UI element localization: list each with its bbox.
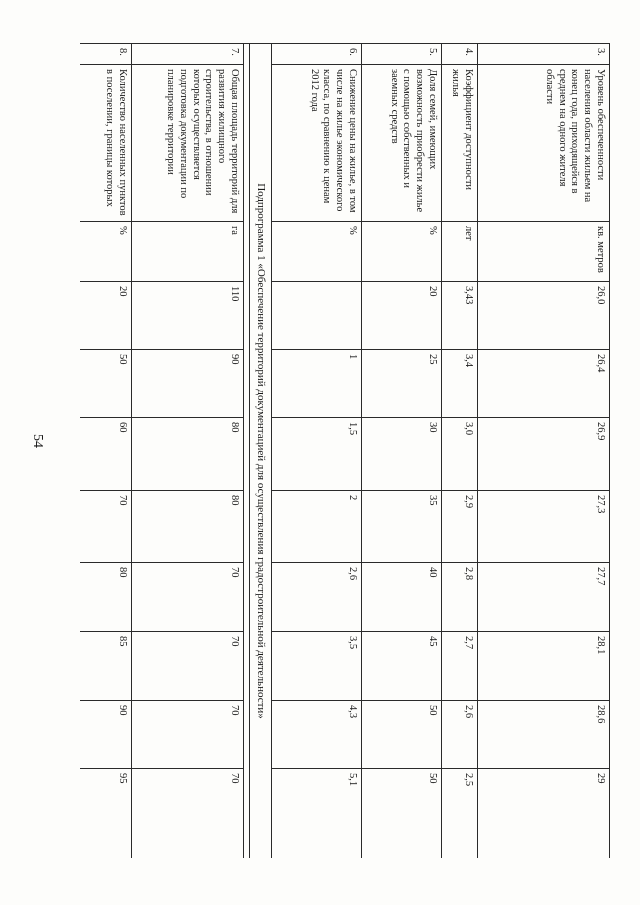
value-cell: 70 xyxy=(132,701,244,769)
value-cell xyxy=(272,282,362,350)
value-cell: 50 xyxy=(362,701,442,769)
value-cell: 26,9 xyxy=(478,418,610,491)
spacer-row xyxy=(244,44,250,859)
value-cell: 95 xyxy=(80,769,132,859)
value-cell: 2,7 xyxy=(442,632,478,701)
unit-cell: лет xyxy=(442,222,478,282)
value-cell: 3,0 xyxy=(442,418,478,491)
value-cell: 2,5 xyxy=(442,769,478,859)
value-cell: 20 xyxy=(80,282,132,350)
unit-cell: га xyxy=(132,222,244,282)
indicators-table xyxy=(80,43,610,858)
table-row-7 xyxy=(132,44,244,859)
row-number: 4. xyxy=(442,44,478,65)
value-cell: 50 xyxy=(80,350,132,418)
value-cell: 30 xyxy=(362,418,442,491)
value-cell: 26,4 xyxy=(478,350,610,418)
value-cell: 3,4 xyxy=(442,350,478,418)
value-cell: 50 xyxy=(362,769,442,859)
value-cell: 45 xyxy=(362,632,442,701)
value-cell: 28,1 xyxy=(478,632,610,701)
table-row-4 xyxy=(442,44,478,859)
indicator-name: Количество населенных пунктов в поселении, границы которых xyxy=(80,65,132,222)
value-cell: 2,9 xyxy=(442,491,478,563)
indicator-name: Уровень обеспеченности населения области жильем на конец года, приходящейся в среднем на одного жителя области xyxy=(478,65,610,222)
value-cell: 80 xyxy=(132,491,244,563)
value-cell: 2,8 xyxy=(442,563,478,632)
value-cell: 5,1 xyxy=(272,769,362,859)
indicator-name: Снижение цены на жилье, в том числе на жилье экономического класса, по сравнению к ценам 2012 года xyxy=(272,65,362,222)
unit-cell: % xyxy=(362,222,442,282)
subprogram-header-row xyxy=(250,44,272,859)
subprogram-title: Подпрограмма 1 «Обеспечение территорий документацией для осуществления градостроительной деятельности» xyxy=(250,44,272,859)
value-cell: 70 xyxy=(80,491,132,563)
value-cell: 3,5 xyxy=(272,632,362,701)
value-cell: 60 xyxy=(80,418,132,491)
value-cell: 4,3 xyxy=(272,701,362,769)
table-row-8 xyxy=(80,44,132,859)
table-row-5 xyxy=(362,44,442,859)
value-cell: 20 xyxy=(362,282,442,350)
value-cell: 3,43 xyxy=(442,282,478,350)
value-cell: 80 xyxy=(132,418,244,491)
value-cell: 1 xyxy=(272,350,362,418)
indicator-name: Общая площадь территорий для развития жилищного строительства, в отношении которых осуществляется подготовка документации по планировке территории xyxy=(132,65,244,222)
value-cell: 40 xyxy=(362,563,442,632)
value-cell: 27,7 xyxy=(478,563,610,632)
unit-cell: % xyxy=(80,222,132,282)
table-row-6 xyxy=(272,44,362,859)
page-number: 54 xyxy=(30,434,45,448)
value-cell: 25 xyxy=(362,350,442,418)
value-cell: 28,6 xyxy=(478,701,610,769)
spacer-cell xyxy=(244,44,250,859)
value-cell: 70 xyxy=(132,769,244,859)
value-cell: 70 xyxy=(132,632,244,701)
value-cell: 85 xyxy=(80,632,132,701)
row-number: 3. xyxy=(478,44,610,65)
value-cell: 26,0 xyxy=(478,282,610,350)
indicator-name: Коэффициент доступности жилья xyxy=(442,65,478,222)
value-cell: 90 xyxy=(80,701,132,769)
value-cell: 2,6 xyxy=(442,701,478,769)
value-cell: 110 xyxy=(132,282,244,350)
document-sheet xyxy=(80,43,610,858)
row-number: 7. xyxy=(132,44,244,65)
value-cell: 27,3 xyxy=(478,491,610,563)
value-cell: 2 xyxy=(272,491,362,563)
value-cell: 90 xyxy=(132,350,244,418)
value-cell: 70 xyxy=(132,563,244,632)
value-cell: 35 xyxy=(362,491,442,563)
unit-cell: кв. метров xyxy=(478,222,610,282)
row-number: 5. xyxy=(362,44,442,65)
value-cell: 2,6 xyxy=(272,563,362,632)
value-cell: 80 xyxy=(80,563,132,632)
table-row-3 xyxy=(478,44,610,859)
rotated-table-container xyxy=(80,43,610,858)
unit-cell: % xyxy=(272,222,362,282)
row-number: 6. xyxy=(272,44,362,65)
value-cell: 29 xyxy=(478,769,610,859)
row-number: 8. xyxy=(80,44,132,65)
indicator-name: Доля семей, имеющих возможность приобрести жилье с помощью собственных и заемных средств xyxy=(362,65,442,222)
value-cell: 1,5 xyxy=(272,418,362,491)
